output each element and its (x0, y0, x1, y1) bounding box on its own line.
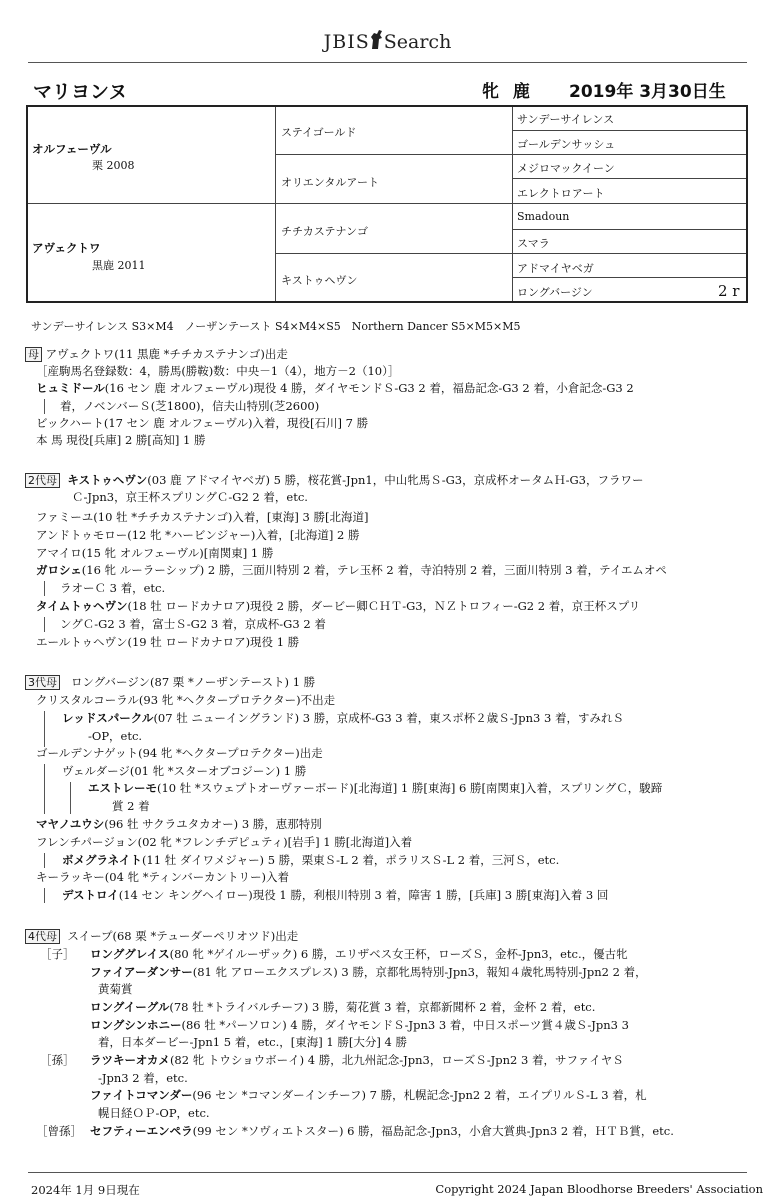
horse-link[interactable]: ロングイーグル (90, 1000, 170, 1014)
list-item: セフティーエンペラ(99 セン *ソヴィエトスター) 6 勝，福島記念-Jpn3，小倉大賞典-Jpn3 2 着，ＨＴＢ賞，etc. (90, 1124, 674, 1138)
horse-link[interactable]: ファイアーダンサー (90, 965, 193, 979)
list-item: マヤノユウシ(96 牡 サクラユタカオー) 3 勝，恵那特別 (36, 817, 322, 831)
dam-dam-sire[interactable]: アドマイヤベガ (517, 262, 594, 275)
list-item: ファイアーダンサー(81 牝 アローエクスプレス) 3 勝，京都牝馬特別-Jpn3，報知４歳牝馬特別-Jpn2 2 着， (90, 965, 647, 979)
list-item: ロングシンホニー(86 牡 *パーソロン) 4 勝，ダイヤモンドＳ-Jpn3 3 着，中日スポーツ賞４歳Ｓ-Jpn3 3 (90, 1018, 629, 1032)
fourth-dam-section-header: 4代母 スイープ(68 栗 *テューダーペリオツド)出走 (25, 929, 298, 944)
list-item: タイムトゥヘヴン(18 牡 ロードカナロア)現役 2 勝，ダービー卿ＣＨＴ-G3，ＮＺトロフィー-G2 2 着，京王杯スプリ (36, 599, 641, 613)
logo-text-jbis: JBIS (323, 31, 370, 53)
horse-name: マリヨンヌ (33, 81, 128, 103)
list-item-cont: ングＣ-G2 3 着，富士Ｓ-G2 3 着，京成杯-G3 2 着 (60, 617, 326, 631)
list-item: フレンチパージョン(02 牝 *フレンチデピュティ)[岩手] 1 勝[北海道]入着 (36, 835, 413, 849)
dam-sire[interactable]: チチカステナンゴ (281, 225, 369, 238)
horse-link[interactable]: ロングシンホニー (90, 1018, 182, 1032)
list-item: ガロシェ(16 牝 ルーラーシップ) 2 勝，三面川特別 2 着，テレ玉杯 2 着，寺泊特別 2 着，三面川特別 3 着，テイエムオペ (36, 563, 667, 577)
list-item-cont: Ｃ-Jpn3，京王杯スプリングＣ-G2 2 着，etc. (72, 490, 308, 504)
dam-name[interactable]: アヴェクトワ (32, 241, 101, 255)
third-dam-section-header: 3代母 ロングバージン(87 栗 *ノーザンテースト) 1 勝 (25, 675, 315, 690)
list-item: ファイトコマンダー(96 セン *コマンダーインチーフ) 7 勝，札幌記念-Jpn2 2 着，エイプリルＳ-L 3 着，札 (90, 1088, 647, 1102)
horse-link[interactable]: ファイトコマンダー (90, 1088, 193, 1102)
list-item-cont: -Jpn3 2 着，etc. (98, 1071, 188, 1085)
copyright: Copyright 2024 Japan Bloodhorse Breeders' Association (435, 1182, 763, 1196)
horse-sex-coat: 牝 鹿 (482, 82, 534, 102)
dam-sire-sire[interactable]: Smadoun (517, 210, 570, 223)
list-item-cont: 着，ノベンバーＳ(芝1800)，信夫山特別(芝2600) (60, 399, 320, 413)
dam-produce-stats: ［産駒馬名登録数：4，勝馬(勝鞍)数：中央－1（4），地方－2（10）］ (36, 364, 400, 378)
list-item: キーラッキー(04 牝 *ティンバーカントリー)入着 (36, 870, 289, 884)
dam-dam[interactable]: キストゥヘヴン (281, 274, 358, 287)
list-item: デストロイ(14 セン キングヘイロー)現役 1 勝，利根川特別 3 着，障害 1 勝，[兵庫] 3 勝[東海]入着 3 回 (62, 888, 609, 902)
list-item: ゴールデンナゲット(94 牝 *ヘクタープロテクター)出走 (36, 746, 323, 760)
list-item: ヒュミドール(16 セン 鹿 オルフェーヴル)現役 4 勝，ダイヤモンドＳ-G3 2 着，福島記念-G3 2 着，小倉記念-G3 2 (36, 381, 634, 395)
sire-dam-sire[interactable]: メジロマックイーン (517, 162, 615, 175)
horse-birthdate: 2019年 3月30日生 (569, 82, 726, 102)
dam-detail: 黒鹿 2011 (92, 259, 146, 272)
horse-link[interactable]: デストロイ (62, 888, 119, 902)
list-item: ロンググレイス(80 牝 *ゲイルーザック) 6 勝，エリザベス女王杯，ローズＳ，金杯-Jpn3，etc.，優古牝 (90, 947, 628, 961)
relation-label: ［孫］ (40, 1053, 75, 1067)
inbreeding-mark: 2 r (718, 282, 740, 300)
as-of-date: 2024年 1月 9日現在 (31, 1183, 140, 1197)
jbis-logo (0, 28, 775, 53)
list-item-cont: 幌日経ＯＰ-OP，etc. (98, 1106, 210, 1120)
list-item: ボメグラネイト(11 牡 ダイワメジャー) 5 勝，栗東Ｓ-L 2 着，ポラリスＳ-L 2 着，三河Ｓ，etc. (62, 853, 560, 867)
dam-dam-dam[interactable]: ロングバージン (517, 286, 593, 299)
horse-link[interactable]: タイムトゥヘヴン (36, 599, 128, 613)
list-item: エストレーモ(10 牡 *スウェプトオーヴァーボード)[北海道] 1 勝[東海] 6 勝[南関東]入着，スプリングＣ，駿蹄 (88, 781, 663, 795)
horse-link[interactable]: レッドスパークル (62, 711, 154, 725)
sire-sire-sire[interactable]: サンデーサイレンス (517, 113, 615, 126)
dam-sire-dam[interactable]: スマラ (517, 237, 550, 250)
horse-link[interactable]: キストゥヘヴン (67, 473, 148, 487)
list-item: ビックハート(17 セン 鹿 オルフェーヴル)入着，現役[石川] 7 勝 (36, 416, 369, 430)
list-item: ファミーユ(10 牡 *チチカステナンゴ)入着，[東海] 3 勝[北海道] (36, 510, 369, 524)
list-item: ロングイーグル(78 牡 *トライバルチーフ) 3 勝，菊花賞 3 着，京都新聞杯 2 着，金杯 2 着，etc. (90, 1000, 596, 1014)
sire-detail: 栗 2008 (92, 159, 135, 172)
list-item-cont: 黄菊賞 (98, 982, 133, 996)
horse-rider-icon (370, 28, 384, 50)
dam-section-header: 母 アヴェクトワ(11 黒鹿 *チチカステナンゴ)出走 (25, 347, 288, 362)
list-item: ヴェルダージ(01 牝 *スターオブコジーン) 1 勝 (62, 764, 307, 778)
third-dam-tag: 3代母 (25, 675, 60, 690)
list-item: クリスタルコーラル(93 牝 *ヘクタープロテクター)不出走 (36, 693, 336, 707)
relation-label: ［子］ (40, 947, 75, 961)
sire-dam[interactable]: オリエンタルアート (281, 176, 380, 189)
sire-sire[interactable]: ステイゴールド (281, 126, 357, 139)
relation-label: ［曾孫］ (36, 1124, 82, 1138)
logo-text-search: Search (383, 31, 452, 53)
horse-link[interactable]: エストレーモ (88, 781, 157, 795)
dam-tag: 母 (25, 347, 42, 362)
list-item: エールトゥヘヴン(19 牡 ロードカナロア)現役 1 勝 (36, 635, 300, 649)
horse-link[interactable]: セフティーエンペラ (90, 1124, 193, 1138)
list-item-cont: 賞 2 着 (112, 799, 150, 813)
list-item-cont: -OP，etc. (88, 729, 143, 743)
list-item-cont: 着，日本ダービー-Jpn1 5 着，etc.，[東海] 1 勝[大分] 4 勝 (98, 1035, 407, 1049)
horse-link[interactable]: ボメグラネイト (62, 853, 142, 867)
sire-name[interactable]: オルフェーヴル (32, 142, 112, 156)
top-divider (28, 62, 747, 63)
horse-link[interactable]: ロンググレイス (90, 947, 170, 961)
sire-dam-dam[interactable]: エレクトロアート (517, 187, 605, 200)
horse-link[interactable]: マヤノユウシ (36, 817, 105, 831)
list-item: アンドトゥモロー(12 牝 *ハービンジャー)入着，[北海道] 2 勝 (36, 528, 360, 542)
second-dam-section-header: 2代母 キストゥヘヴン(03 鹿 アドマイヤベガ) 5 勝，桜花賞-Jpn1，中山牝馬Ｓ-G3，京成杯オータムＨ-G3，フラワー (25, 473, 643, 488)
list-item: レッドスパークル(07 牡 ニューイングランド) 3 勝，京成杯-G3 3 着，東スポ杯２歳Ｓ-Jpn3 3 着，すみれＳ (62, 711, 624, 725)
list-item: ラツキーオカメ(82 牝 トウショウボーイ) 4 勝，北九州記念-Jpn3，ローズＳ-Jpn2 3 着，サファイヤＳ (90, 1053, 624, 1067)
bottom-divider (28, 1172, 747, 1173)
pedigree-table (26, 105, 748, 303)
horse-link[interactable]: ラツキーオカメ (90, 1053, 170, 1067)
inbreeding-info: サンデーサイレンス S3×M4 ノーザンテースト S4×M4×S5 Northern Dancer S5×M5×M5 (31, 320, 521, 333)
sire-sire-dam[interactable]: ゴールデンサッシュ (517, 138, 616, 151)
second-dam-tag: 2代母 (25, 473, 60, 488)
horse-link[interactable]: ガロシェ (36, 563, 82, 577)
list-item: アマイロ(15 牝 オルフェーヴル)[南関東] 1 勝 (36, 546, 274, 560)
list-item-cont: ラオーＣ 3 着，etc. (60, 581, 166, 595)
horse-link[interactable]: ヒュミドール (36, 381, 105, 395)
fourth-dam-tag: 4代母 (25, 929, 60, 944)
list-item: 本 馬 現役[兵庫] 2 勝[高知] 1 勝 (36, 433, 206, 447)
